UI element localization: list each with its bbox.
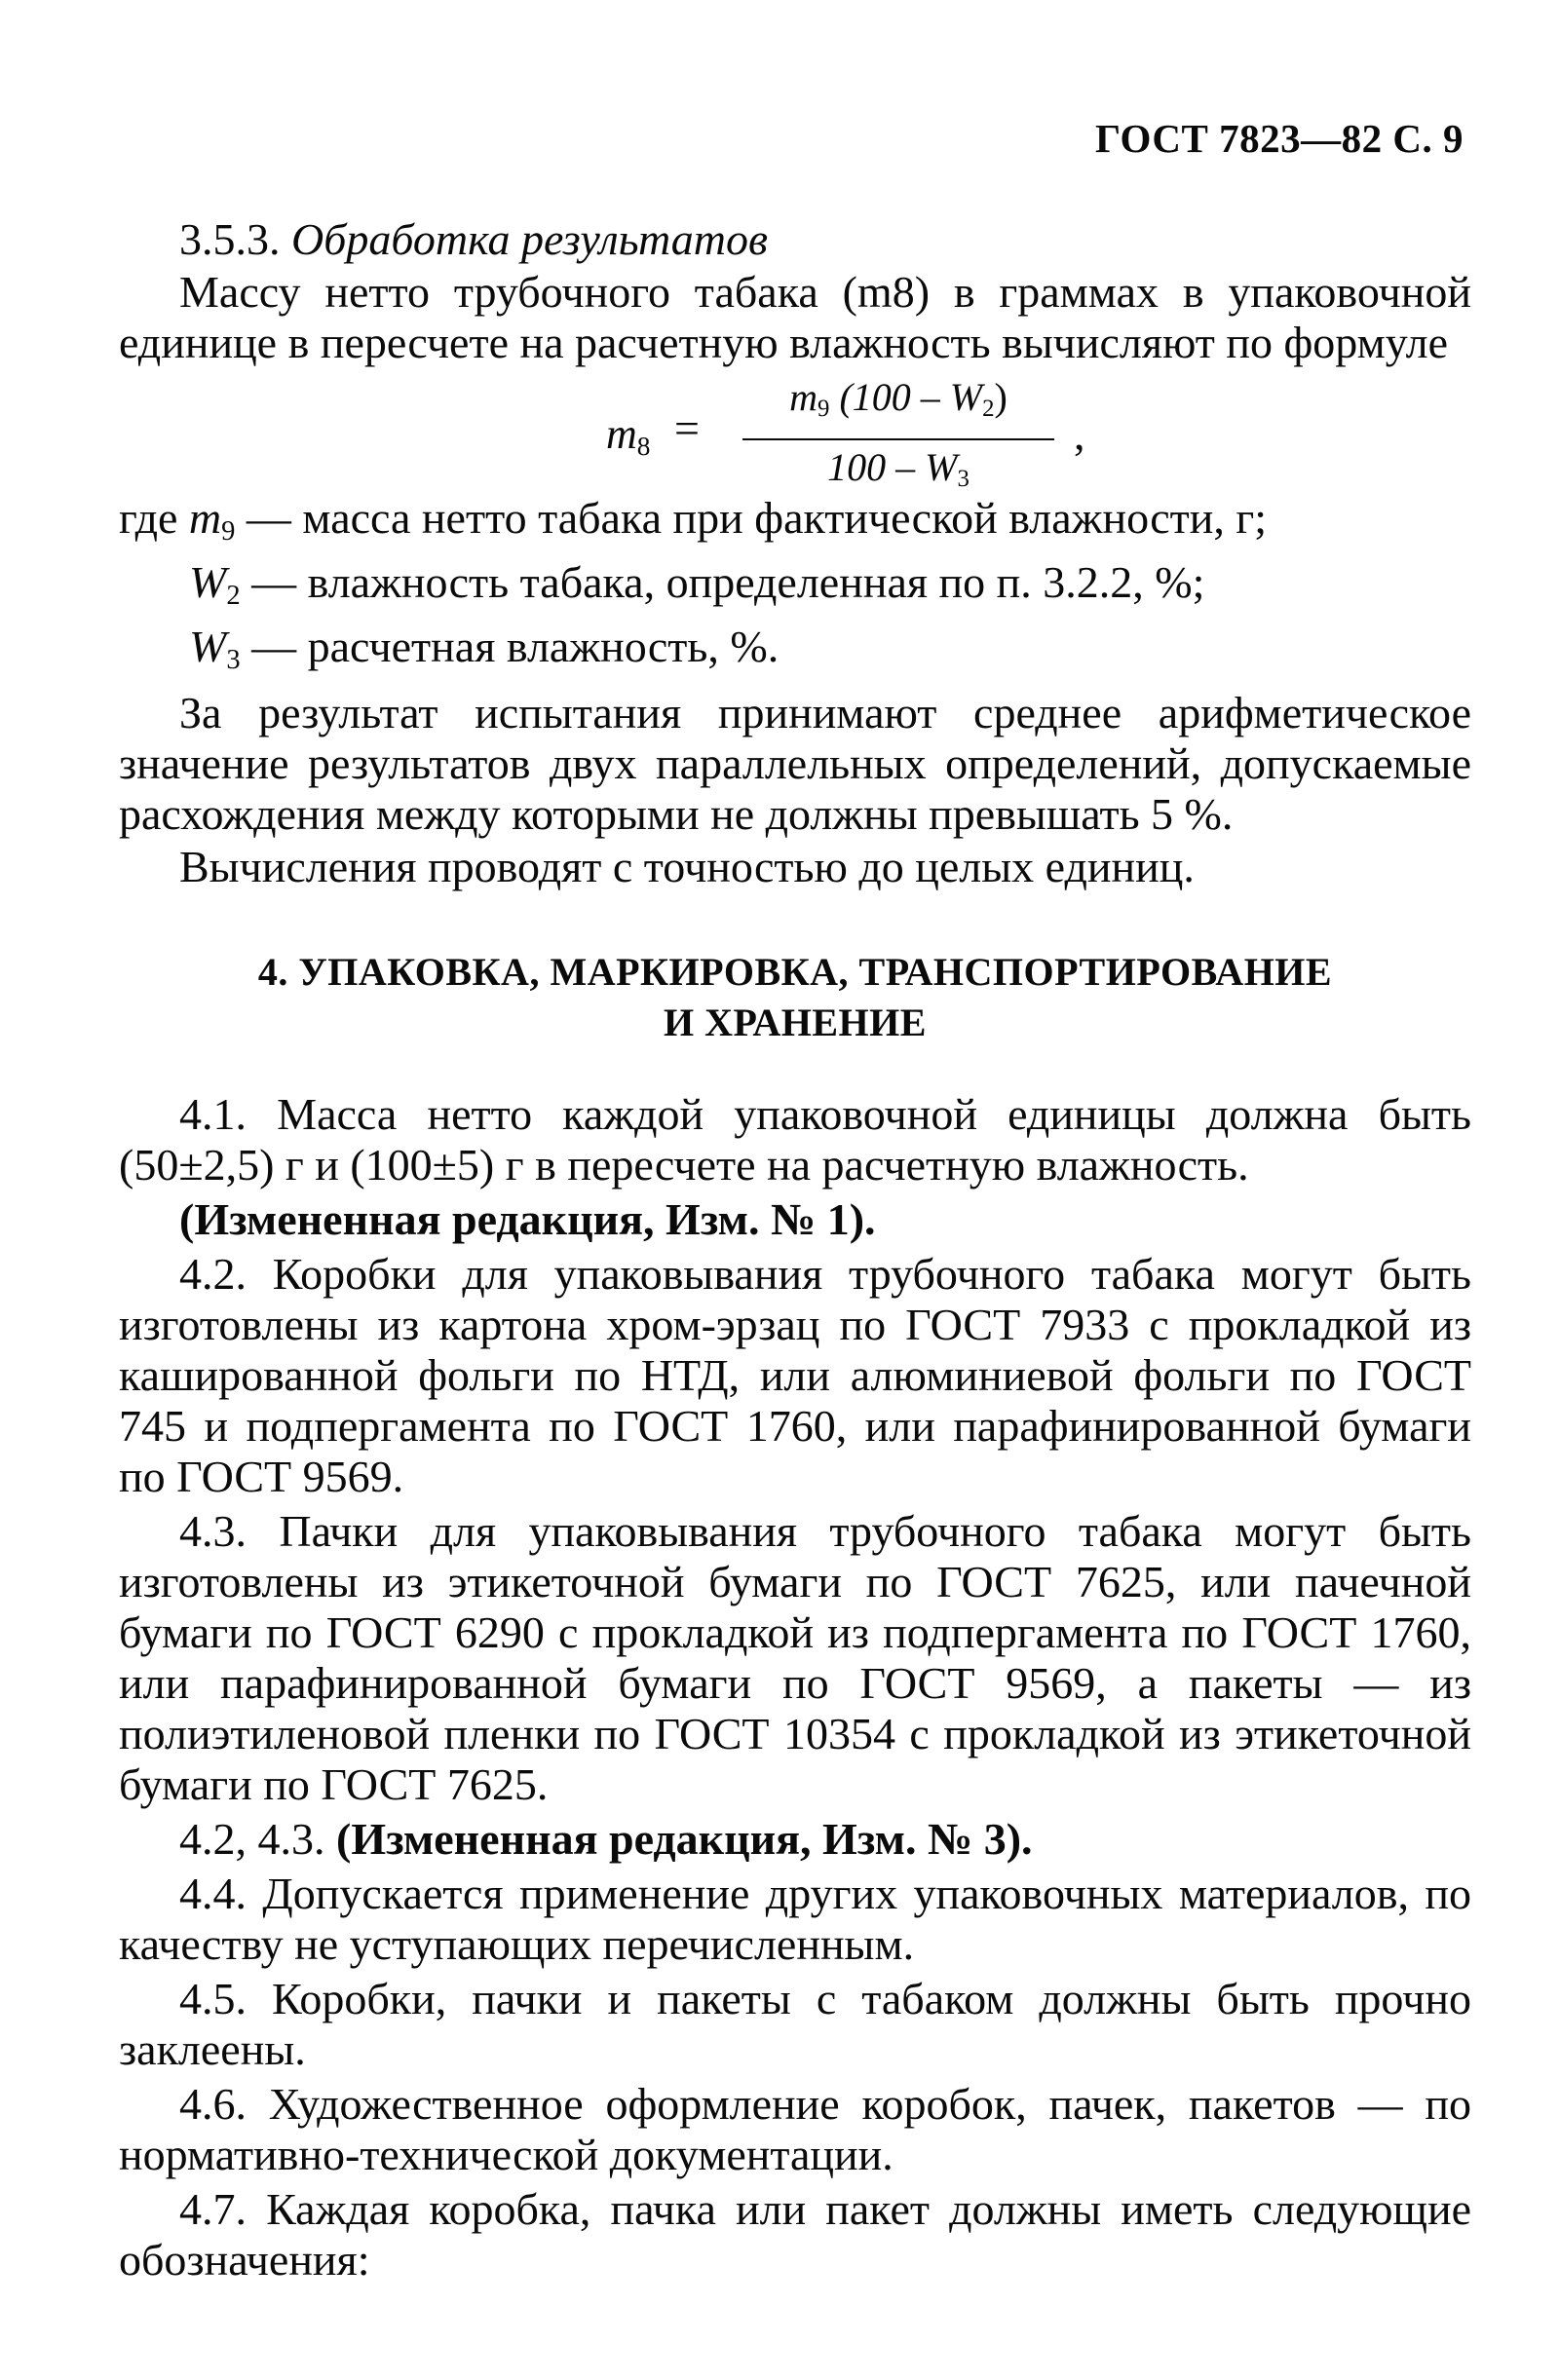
item-4-4: 4.4. Допускается применение других упаковочных материалов, по качеству не уступающих перечисленным.: [119, 1869, 1471, 1970]
item-4-3: 4.3. Пачки для упаковывания трубочного табака могут быть изготовлены из этикеточной бумаги по ГОСТ 7625, или пачечной бумаги по ГОСТ 6290 с прокладкой из подпергамента по ГОСТ 1760, или парафинированной бумаги по ГОСТ 9569, а пакеты — из полиэтиленовой пленки по ГОСТ 10354 с прокладкой из этикеточной бумаги по ГОСТ 7625.: [119, 1506, 1471, 1810]
formula-fraction: [742, 374, 1054, 503]
item-4-1-note: (Измененная редакция, Изм. № 1).: [179, 1194, 876, 1245]
item-4-5: 4.5. Коробки, пачки и пакеты с табаком должны быть прочно заклеены.: [119, 1974, 1471, 2075]
formula-numerator: $m_9$ $(100 - W_2)$: [789, 375, 1008, 423]
definition-m9: где $m_9$ — масса нетто табака при фактической влажности, г;: [119, 493, 1268, 548]
section-title: Обработка результатов: [291, 214, 768, 264]
item-4-6: 4.6. Художественное оформление коробок, пачек, пакетов — по нормативно-технической документации.: [119, 2079, 1471, 2180]
section-3-5-3-title: [119, 214, 1471, 265]
item-4-3-note: 4.2, 4.3. (Измененная редакция, Изм. № 3).: [179, 1814, 1033, 1865]
formula-m8: [119, 374, 1471, 493]
definition-w2: $W_2$ — влажность табака, определенная по п. 3.2.2, %;: [189, 557, 1205, 612]
section-number: 3.5.3.: [179, 214, 281, 264]
formula-comma: ,: [1074, 409, 1085, 459]
section-4-heading: 4. УПАКОВКА, МАРКИРОВКА, ТРАНСПОРТИРОВАНИЕ И ХРАНЕНИЕ: [257, 950, 1333, 1045]
calc-paragraph: Вычисления проводят с точностью до целых единиц.: [179, 842, 1195, 892]
item-4-2: 4.2. Коробки для упаковывания трубочного табака могут быть изготовлены из картона хром-эрзац по ГОСТ 7933 с прокладкой из кашированной фольги по НТД, или алюминиевой фольги по ГОСТ 745 и подпергамента по ГОСТ 1760, или парафинированной бумаги по ГОСТ 9569.: [119, 1249, 1471, 1502]
definition-w3: $W_3$ — расчетная влажность, %.: [189, 622, 780, 676]
result-paragraph: За результат испытания принимают среднее арифметическое значение результатов двух параллельных определений, допускаемые расхождения между которыми не должны превышать 5 %.: [119, 688, 1471, 840]
section-3-5-3-intro: Массу нетто трубочного табака (m8) в граммах в упаковочной единице в пересчете на расчетную влажность вычисляют по формуле: [119, 267, 1471, 367]
formula-lhs: $m_8$: [606, 410, 651, 461]
page-content: [119, 214, 1471, 2286]
formula-denominator: $100 - W_3$: [827, 445, 970, 493]
page-header: ГОСТ 7823—82 С. 9: [1094, 116, 1464, 161]
item-4-7: 4.7. Каждая коробка, пачка или пакет должны иметь следующие обозначения:: [119, 2184, 1471, 2286]
item-4-1: 4.1. Масса нетто каждой упаковочной единицы должна быть (50±2,5) г и (100±5) г в пересчете на расчетную влажность.: [119, 1089, 1471, 1190]
formula-equals: =: [674, 403, 700, 453]
fraction-bar: [742, 438, 1054, 440]
